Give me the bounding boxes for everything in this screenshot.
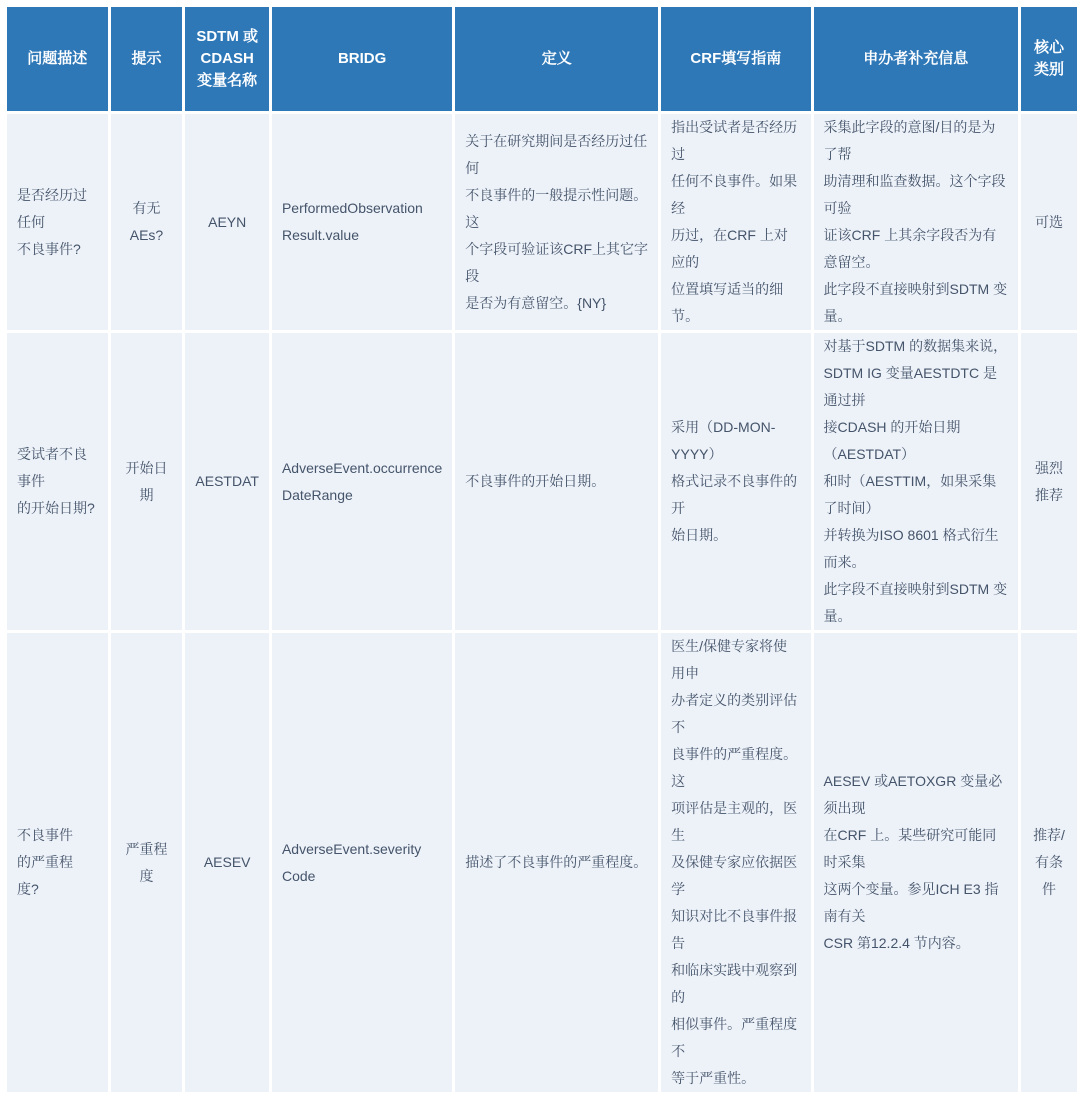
column-header-definition: 定义	[455, 7, 658, 111]
cell-crf-guide: 医生/保健专家将使用申 办者定义的类别评估不 良事件的严重程度。这 项评估是主观的，医生 及保健专家应依据医学 知识对比不良事件报告 和临床实践中观察到的 相似事件。严重程度不 等于严重性。	[661, 633, 810, 1092]
cell-variable: AESEV	[185, 633, 269, 1092]
cell-crf-guide: 指出受试者是否经历过 任何不良事件。如果经 历过，在CRF 上对应的 位置填写适当的细节。	[661, 114, 810, 330]
header-row	[7, 7, 1077, 111]
cell-question: 是否经历过任何 不良事件?	[7, 114, 108, 330]
column-header-prompt: 提示	[111, 7, 183, 111]
cell-bridg: PerformedObservation Result.value	[272, 114, 452, 330]
table-row	[7, 333, 1077, 630]
page	[0, 4, 1080, 1086]
cell-crf-guide: 采用（DD-MON-YYYY） 格式记录不良事件的开 始日期。	[661, 333, 810, 630]
cell-variable: AEYN	[185, 114, 269, 330]
cell-definition: 不良事件的开始日期。	[455, 333, 658, 630]
column-header-bridg: BRIDG	[272, 7, 452, 111]
column-header-variable: SDTM 或 CDASH 变量名称	[185, 7, 269, 111]
column-header-question: 问题描述	[7, 7, 108, 111]
cell-sponsor-info: 采集此字段的意图/目的是为了帮 助清理和监查数据。这个字段可验 证该CRF 上其余字段否为有意留空。 此字段不直接映射到SDTM 变量。	[814, 114, 1019, 330]
cell-sponsor-info: 对基于SDTM 的数据集来说， SDTM IG 变量AESTDTC 是通过拼 接CDASH 的开始日期（AESTDAT） 和时（AESTTIM，如果采集了时间） 并转换为ISO 8601 格式衍生而来。 此字段不直接映射到SDTM 变 量。	[814, 333, 1019, 630]
cell-prompt: 严重程度	[111, 633, 183, 1092]
column-header-core-category: 核心 类别	[1021, 7, 1077, 111]
cell-question: 受试者不良事件 的开始日期?	[7, 333, 108, 630]
cdash-ae-spec-table	[4, 4, 1080, 1095]
column-header-crf-guide: CRF填写指南	[661, 7, 810, 111]
cell-sponsor-info: AESEV 或AETOXGR 变量必须出现 在CRF 上。某些研究可能同时采集 这两个变量。参见ICH E3 指南有关 CSR 第12.2.4 节内容。	[814, 633, 1019, 1092]
cell-variable: AESTDAT	[185, 333, 269, 630]
column-header-sponsor-info: 申办者补充信息	[814, 7, 1019, 111]
cell-bridg: AdverseEvent.severity Code	[272, 633, 452, 1092]
table-row	[7, 633, 1077, 1092]
cell-definition: 描述了不良事件的严重程度。	[455, 633, 658, 1092]
cell-bridg: AdverseEvent.occurrence DateRange	[272, 333, 452, 630]
cell-core-category: 强烈 推荐	[1021, 333, 1077, 630]
cell-definition: 关于在研究期间是否经历过任何 不良事件的一般提示性问题。这 个字段可验证该CRF上其它字段 是否为有意留空。{NY}	[455, 114, 658, 330]
cell-core-category: 推荐/ 有条件	[1021, 633, 1077, 1092]
table-row	[7, 114, 1077, 330]
cell-prompt: 有无AEs?	[111, 114, 183, 330]
cell-question: 不良事件 的严重程 度?	[7, 633, 108, 1092]
cell-core-category: 可选	[1021, 114, 1077, 330]
cell-prompt: 开始日期	[111, 333, 183, 630]
